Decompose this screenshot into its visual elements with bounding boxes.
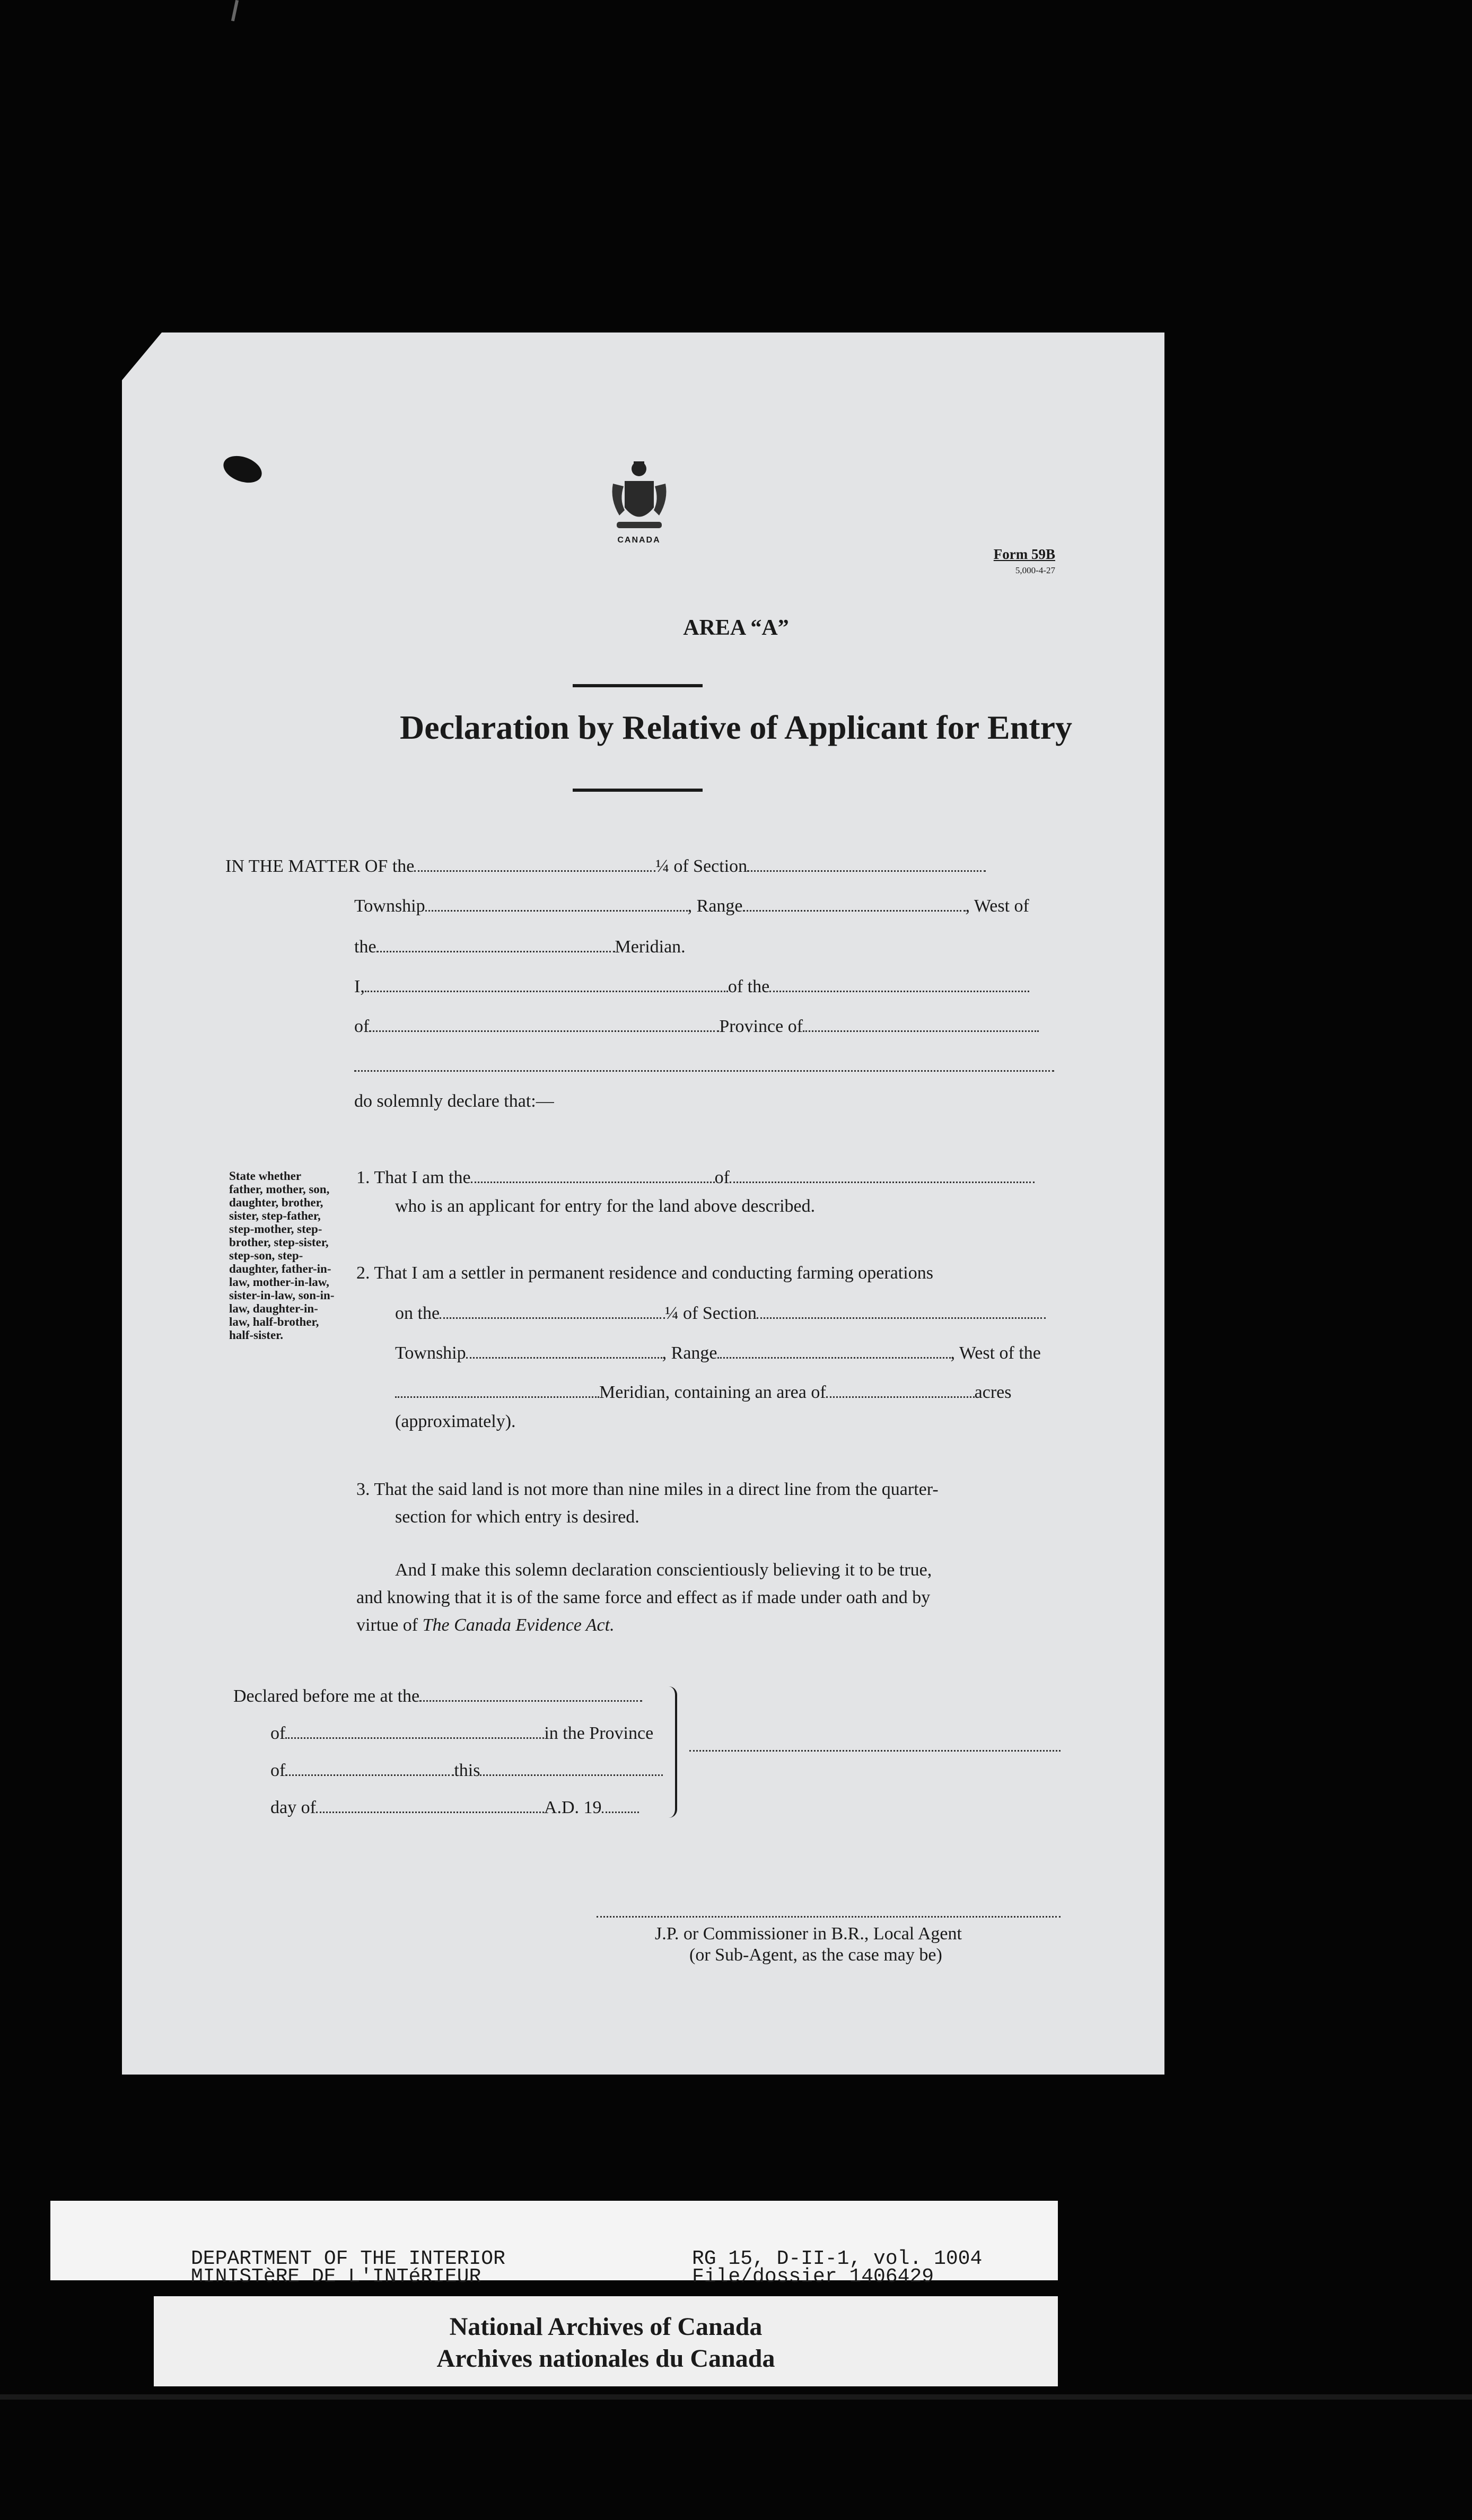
declared-year-blank: [602, 1800, 639, 1813]
extra-blank: [354, 1058, 1054, 1072]
relationship-blank: [471, 1170, 715, 1183]
clause-text: acres: [974, 1382, 1012, 1402]
section-blank: [747, 859, 986, 872]
clause-text: Township: [395, 1343, 466, 1363]
area-heading: AREA “A”: [683, 616, 789, 640]
department-fr: MINISTèRE DE L'INTéRIEUR: [191, 2265, 481, 2288]
declared-province-blank: [285, 1763, 454, 1776]
file-number-ref: File/dossier 1406429: [692, 2265, 934, 2288]
matter-line-2: [354, 896, 1029, 916]
matter-line-4: [354, 977, 1029, 997]
official-signature-line: [597, 1916, 1061, 1918]
matter-label: , Range: [687, 896, 743, 916]
matter-label: I,: [354, 977, 365, 996]
declarant-name-blank: [365, 979, 728, 992]
declaration-line-1: And I make this solemn declaration conscientiously believing it to be true,: [395, 1560, 932, 1580]
meridian-blank: [376, 939, 615, 952]
matter-label: IN THE MATTER OF the: [225, 856, 415, 876]
land-part-blank: [414, 859, 655, 872]
matter-label: the: [354, 937, 376, 957]
archive-name-label: [154, 2296, 1058, 2386]
clause-1-line-1: [356, 1168, 1035, 1188]
form-code: 5,000-4-27: [1015, 565, 1055, 575]
official-title-1: J.P. or Commissioner in B.R., Local Agent: [655, 1924, 962, 1944]
clause-text: , West of the: [950, 1343, 1041, 1363]
heading-rule: [573, 789, 703, 792]
official-title-2: (or Sub-Agent, as the case may be): [689, 1945, 942, 1965]
clause-text: of: [714, 1168, 730, 1187]
clause-text: virtue of: [356, 1615, 418, 1635]
matter-line-6: [354, 1056, 1054, 1077]
declared-text: this: [454, 1761, 480, 1780]
clause-text: 1. That I am the: [356, 1168, 471, 1187]
matter-label: , West of: [965, 896, 1029, 916]
matter-line-1: [225, 856, 986, 877]
clause-2-line-3: [395, 1343, 1041, 1363]
archive-name-fr: Archives nationales du Canada: [436, 2344, 775, 2373]
declarant-signature-line: [689, 1750, 1061, 1752]
matter-label: of the: [728, 977, 770, 996]
department-en: DEPARTMENT OF THE INTERIOR: [191, 2247, 505, 2270]
clause-2-line-4: [395, 1382, 1011, 1403]
declared-line-4: [270, 1798, 639, 1818]
acres-blank: [826, 1385, 975, 1398]
declared-text: of: [270, 1761, 286, 1780]
declared-text: in the Province: [544, 1723, 654, 1743]
declared-text: Declared before me at the: [233, 1686, 420, 1706]
declared-place-blank: [419, 1688, 642, 1702]
province-blank: [803, 1019, 1039, 1032]
declared-month-blank: [316, 1800, 544, 1813]
township-blank: [425, 898, 688, 912]
settler-range-blank: [717, 1345, 951, 1359]
matter-line-5: [354, 1017, 1039, 1037]
archive-reference-label: [50, 2201, 1058, 2288]
matter-label: of: [354, 1017, 370, 1036]
matter-label: ¼ of Section: [655, 856, 748, 876]
film-edge-mark: [231, 0, 239, 21]
declared-line-2: [270, 1723, 653, 1744]
clause-3-line-1: 3. That the said land is not more than nine miles in a direct line from the quarter-: [356, 1480, 939, 1499]
range-blank: [743, 898, 966, 912]
declared-bracket: [665, 1686, 677, 1818]
settler-land-part-blank: [440, 1306, 665, 1319]
form-title: Declaration by Relative of Applicant for Entry: [399, 708, 1073, 746]
settler-meridian-blank: [395, 1385, 599, 1398]
clause-2-line-5: (approximately).: [395, 1412, 516, 1431]
declared-locality-blank: [285, 1726, 544, 1739]
declared-text: day of: [270, 1798, 316, 1817]
declared-line-3: [270, 1761, 663, 1781]
clause-1-line-2: who is an applicant for entry for the land above described.: [395, 1196, 816, 1216]
declare-intro: do solemnly declare that:—: [354, 1091, 554, 1111]
clause-text: ¼ of Section: [665, 1303, 757, 1323]
applicant-blank: [730, 1170, 1035, 1183]
clause-2-line-2: [395, 1303, 1046, 1324]
form-number: Form 59B: [993, 546, 1055, 562]
record-group-ref: RG 15, D-II-1, vol. 1004: [692, 2247, 983, 2270]
matter-line-3: [354, 937, 686, 957]
declared-text: A.D. 19: [544, 1798, 602, 1817]
locality-blank: [369, 1019, 719, 1032]
declared-text: of: [270, 1723, 286, 1743]
matter-label: Township: [354, 896, 425, 916]
clause-2-line-1: 2. That I am a settler in permanent residence and conducting farming operations: [356, 1263, 933, 1283]
film-edge-stripe: [0, 2394, 1472, 2400]
archive-name-en: National Archives of Canada: [449, 2313, 763, 2341]
clause-text: , Range: [662, 1343, 717, 1363]
declared-day-blank: [480, 1763, 663, 1776]
clause-text: Meridian, containing an area of: [599, 1382, 826, 1402]
declarant-place-blank: [769, 979, 1029, 992]
declaration-line-3: [356, 1615, 615, 1635]
clause-text: on the: [395, 1303, 440, 1323]
clause-3-line-2: section for which entry is desired.: [395, 1507, 639, 1527]
coat-of-arms-icon: [609, 457, 670, 537]
act-title: The Canada Evidence Act.: [422, 1615, 615, 1635]
settler-section-blank: [757, 1306, 1046, 1319]
matter-label: Province of: [719, 1017, 803, 1036]
relationship-sidenote: State whether father, mother, son, daughter, brother, sister, step-father, step-mother, step-brother, step-sister, step-son, step-daughter, father-in-law, mother-in-law, sister-in-law, son-in-law, daughter-in-law, half-brother, half-sister.: [229, 1169, 335, 1342]
declared-line-1: [233, 1686, 642, 1707]
matter-label: Meridian.: [615, 937, 686, 957]
declaration-line-2: and knowing that it is of the same force and effect as if made under oath and by: [356, 1588, 931, 1607]
heading-rule: [573, 684, 703, 687]
emblem-label: CANADA: [617, 536, 661, 545]
settler-township-blank: [466, 1345, 662, 1359]
